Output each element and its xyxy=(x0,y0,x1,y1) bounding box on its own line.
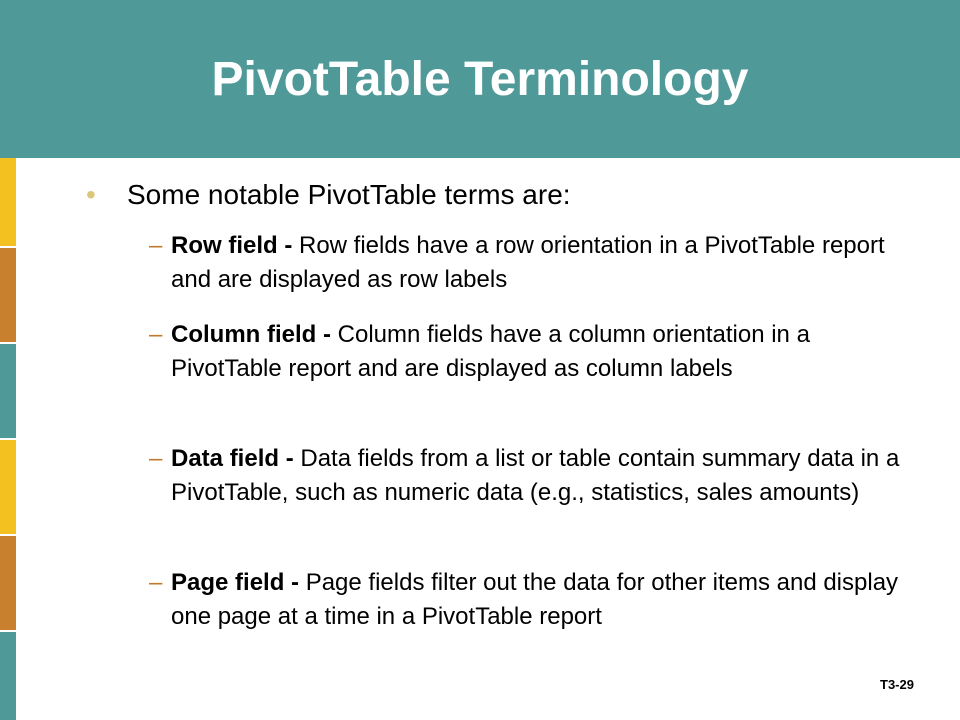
slide-title: PivotTable Terminology xyxy=(211,53,749,106)
term-label: Row field - xyxy=(171,232,299,259)
sidebar-segment xyxy=(0,158,16,248)
term-label: Data field - xyxy=(171,445,301,472)
subitem-data-field xyxy=(171,442,911,510)
sidebar-stripe xyxy=(0,158,16,720)
dash-marker: – xyxy=(149,232,163,259)
sidebar-segment xyxy=(0,344,16,440)
bullet-marker: • xyxy=(86,179,96,210)
dash-marker: – xyxy=(149,569,163,596)
bullet-text: Some notable PivotTable terms are: xyxy=(127,179,571,210)
title-banner xyxy=(0,0,960,158)
subitem-page-field xyxy=(171,566,911,634)
term-definition: Data fields from a list or table contain summary data in a PivotTable, such as numeric data (e.g., statistics, sales amounts) xyxy=(171,445,900,506)
slide-number: T3-29 xyxy=(880,677,914,692)
subitem-column-field xyxy=(171,318,911,386)
term-definition: Page fields filter out the data for other items and display one page at a time in a PivotTable report xyxy=(171,569,899,630)
dash-marker: – xyxy=(149,445,163,472)
sidebar-segment xyxy=(0,632,16,720)
term-label: Page field - xyxy=(171,569,306,596)
term-definition: Column fields have a column orientation in a PivotTable report and are displayed as column labels xyxy=(171,321,810,382)
term-definition: Row fields have a row orientation in a PivotTable report and are displayed as row labels xyxy=(171,232,885,293)
sidebar-segment xyxy=(0,440,16,536)
sidebar-segment xyxy=(0,248,16,344)
term-label: Column field - xyxy=(171,321,338,348)
dash-marker: – xyxy=(149,321,163,348)
sidebar-segment xyxy=(0,536,16,632)
subitem-row-field xyxy=(171,229,911,297)
